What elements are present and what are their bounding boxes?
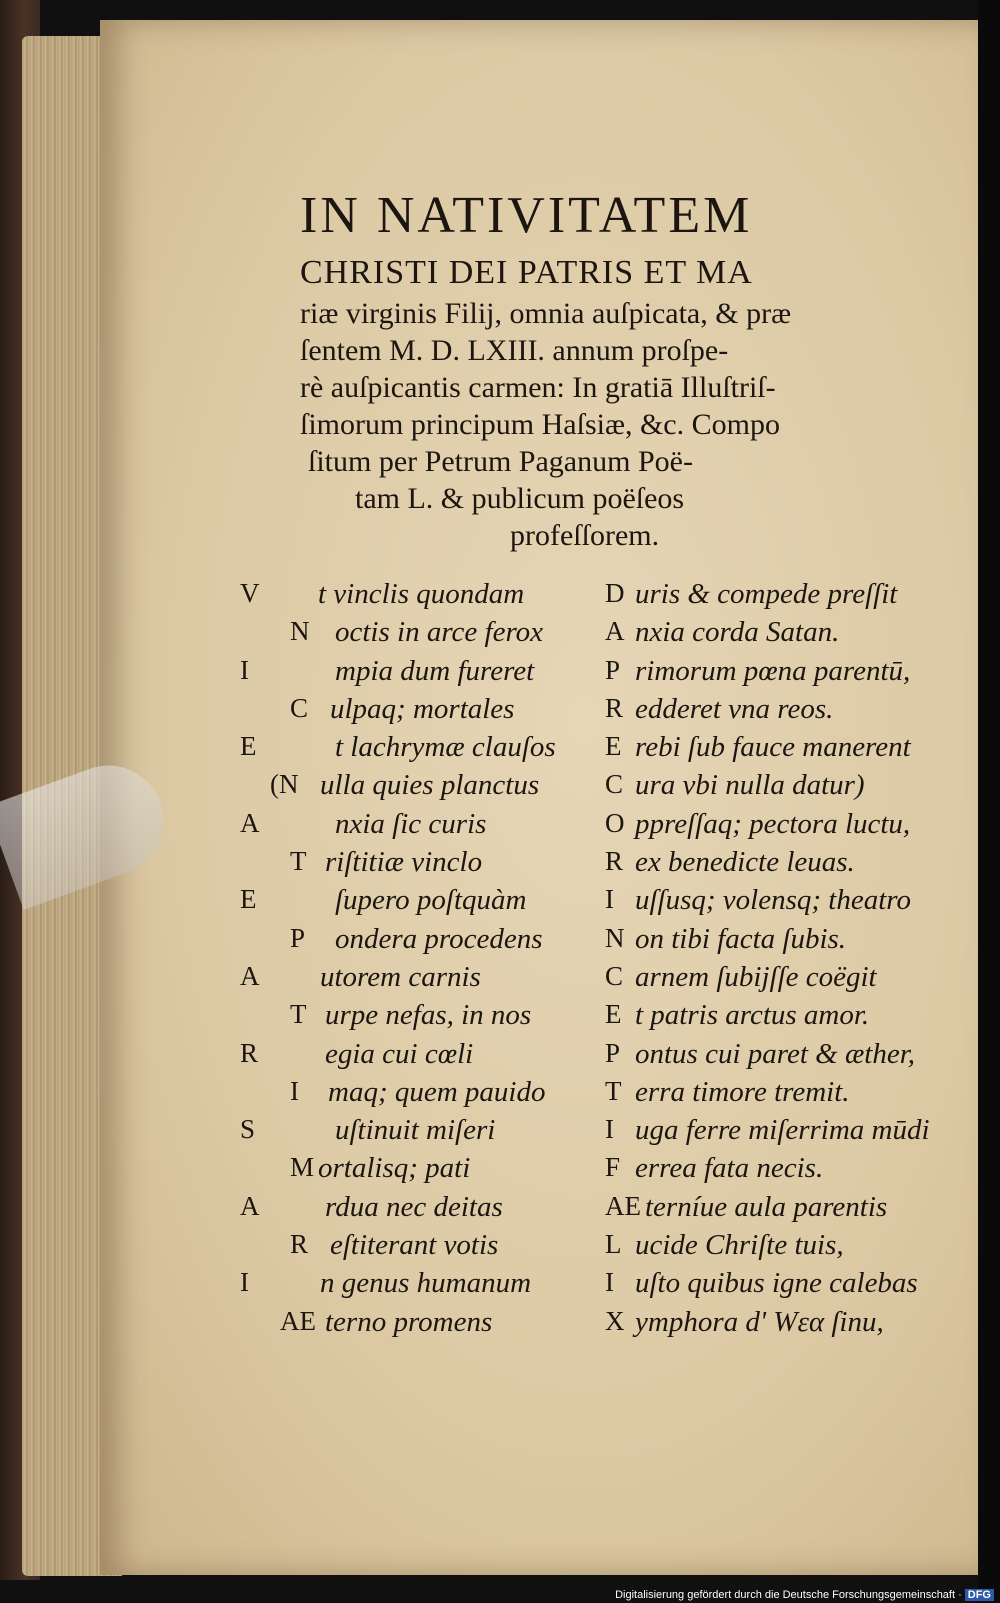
acrostic-poem [240,578,980,1344]
poem-line-left-text: mpia dum fureret [335,654,535,687]
poem-line-left-text: eſtiterant votis [330,1229,499,1262]
acrostic-letter-left: AE [280,1305,316,1336]
poem-line-left-text: t lachrymæ clauſos [335,731,556,764]
acrostic-letter-right: C [605,960,624,991]
poem-line-right-text: on tibi facta ſubis. [635,922,847,955]
acrostic-letter-left: R [290,1229,309,1260]
poem-line-left-text: maq; quem pauido [328,1075,546,1108]
poem-line-left-text: uſtinuit miſeri [335,1114,496,1147]
title-line-4: ſentem M. D. LXIII. annum proſpe- [300,334,729,367]
title-line-5: rè auſpicantis carmen: In gratiā Illuſtriſ- [300,371,776,404]
poem-line [240,923,980,961]
acrostic-letter-right: I [605,1114,614,1145]
acrostic-letter-right: P [605,654,621,685]
poem-line-right-text: arnem ſubijſſe coëgit [635,960,877,993]
acrostic-letter-right: R [605,846,624,877]
title-line-7: ſitum per Petrum Paganum Poë- [308,445,693,478]
poem-line-left-text: t vinclis quondam [318,578,525,610]
poem-line [240,846,980,884]
acrostic-letter-left: R [240,1037,259,1068]
poem-line-right-text: nxia corda Satan. [635,616,840,649]
title-line-8: tam L. & publicum poëſeos [355,482,685,515]
poem-line-right-text: t patris arctus amor. [635,999,870,1032]
acrostic-letter-left: I [240,1267,249,1298]
poem-line [240,1038,980,1076]
acrostic-letter-left: I [290,1075,299,1106]
poem-line [240,1152,980,1190]
acrostic-letter-right: O [605,807,625,838]
acrostic-letter-right: N [605,922,625,953]
poem-line-left-text: utorem carnis [320,960,481,993]
poem-line-left-text: octis in arce ferox [335,616,544,649]
poem-line-right-text: erra timore tremit. [635,1075,850,1108]
acrostic-letter-right: I [605,884,614,915]
poem-line-left-text: ondera procedens [335,922,543,955]
poem-line-right-text: rimorum pœna parentū, [635,654,911,687]
poem-line-right-text: ontus cui paret & æther, [635,1037,916,1070]
poem-line [240,655,980,693]
acrostic-letter-left: T [290,846,307,877]
acrostic-letter-left: A [240,807,260,838]
poem-line-right-text: ura vbi nulla datur) [635,769,865,802]
poem-line [240,578,980,616]
poem-line-left-text: ulpaq; mortales [330,692,515,725]
credit-text: Digitalisierung gefördert durch die Deutsche Forschungsgemeinschaft · [615,1589,962,1601]
dfg-logo: DFG [965,1589,994,1601]
poem-line-left-text: egia cui cœli [325,1037,474,1070]
poem-line-right-text: uris & compede preſſit [635,578,898,610]
poem-line-right-text: uſto quibus igne calebas [635,1267,918,1300]
acrostic-letter-right: C [605,769,624,800]
title-line-1: IN NATIVITATEM [300,187,753,244]
poem-line [240,1076,980,1114]
poem-line [240,1114,980,1152]
poem-line-left-text: riſtitiæ vinclo [325,846,483,879]
poem-line [240,693,980,731]
digitization-credit [615,1589,994,1601]
poem-line [240,1191,980,1229]
acrostic-letter-left: M [290,1152,315,1183]
acrostic-letter-left: S [240,1114,256,1145]
poem-line-right-text: uſſusq; volensq; theatro [635,884,911,917]
poem-line-right-text: uga ferre miſerrima mūdi [635,1114,930,1147]
poem-line-right-text: ymphora d' Wεα ſinu, [635,1305,884,1338]
poem-line [240,1306,980,1344]
acrostic-letter-left: V [240,578,260,608]
acrostic-letter-right: R [605,692,624,723]
poem-line-right-text: rebi ſub fauce manerent [635,731,911,764]
acrostic-letter-right: AE [605,1190,641,1221]
poem-line [240,616,980,654]
acrostic-letter-left: C [290,692,309,723]
poem-line-right-text: ucide Chriſte tuis, [635,1229,844,1262]
poem-line [240,1267,980,1305]
poem-line [240,884,980,922]
acrostic-letter-left: N [290,616,310,647]
poem-line [240,1229,980,1267]
poem-line-right-text: errea fata necis. [635,1152,824,1185]
title-line-2: CHRISTI DEI PATRIS ET MA [300,254,753,291]
poem-line [240,808,980,846]
poem-line-left-text: rdua nec deitas [325,1190,503,1223]
poem-line [240,961,980,999]
acrostic-letter-right: D [605,578,625,608]
poem-line-left-text: urpe nefas, in nos [325,999,532,1032]
acrostic-letter-right: E [605,999,622,1030]
title-block [300,185,920,554]
title-line-9: profeſſorem. [510,519,660,552]
poem-line-left-text: terno promens [325,1305,493,1338]
poem-line [240,769,980,807]
poem-line-right-text: edderet vna reos. [635,692,834,725]
title-line-6: ſimorum principum Haſsiæ, &c. Compo [300,408,780,441]
acrostic-letter-left: E [240,884,257,915]
poem-line-right-text: ex benedicte leuas. [635,846,855,879]
poem-line-left-text: ulla quies planctus [320,769,540,802]
acrostic-letter-right: E [605,731,622,762]
poem-line-left-text: n genus humanum [320,1267,532,1300]
poem-line-left-text: ortalisq; pati [318,1152,471,1185]
poem-line [240,999,980,1037]
acrostic-letter-left: P [290,922,306,953]
acrostic-letter-left: (N [270,769,299,800]
acrostic-letter-right: P [605,1037,621,1068]
acrostic-letter-right: I [605,1267,614,1298]
acrostic-letter-left: E [240,731,257,762]
acrostic-letter-left: T [290,999,307,1030]
acrostic-letter-left: I [240,654,249,685]
acrostic-letter-right: X [605,1305,625,1336]
poem-line-right-text: ppreſſaq; pectora luctu, [635,807,911,840]
title-line-3: riæ virginis Filij, omnia auſpicata, & præ [300,297,792,330]
scan-border [978,0,1000,1603]
poem-line [240,731,980,769]
acrostic-letter-right: F [605,1152,621,1183]
acrostic-letter-right: A [605,616,625,647]
poem-line-right-text: terníue aula parentis [645,1190,888,1223]
acrostic-letter-right: L [605,1229,622,1260]
acrostic-letter-left: A [240,960,260,991]
acrostic-letter-left: A [240,1190,260,1221]
acrostic-letter-right: T [605,1075,622,1106]
poem-line-left-text: nxia ſic curis [335,807,487,840]
poem-line-left-text: ſupero poſtquàm [335,884,527,917]
